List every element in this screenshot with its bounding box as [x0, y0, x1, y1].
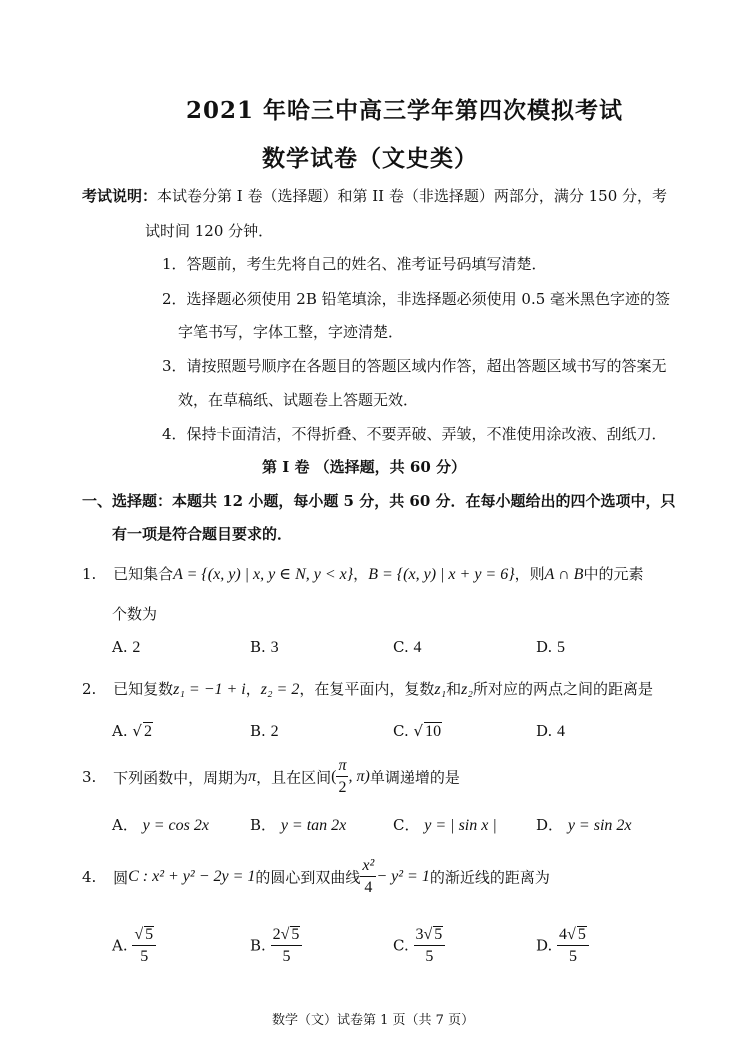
intersection: A ∩ B [544, 566, 584, 583]
question-4-stem: 4. 圆C : x² + y² − 2y = 1的圆心到双曲线 $\frac{\text{x²}}{4}$ − y² = 1的渐近线的距离为 [82, 857, 550, 896]
question-3-stem: 3. 下列函数中，周期为π，且在区间( $\frac{\pi}{2}$ , π)单调递增的是 [82, 757, 460, 796]
question-number: 2. [82, 680, 97, 698]
instruction-item-2: 2．选择题必须使用 2B 铅笔填涂，非选择题必须使用 0.5 毫米黑色字迹的签 [162, 290, 671, 308]
section-instruction-line2: 有一项是符合题目要求的． [112, 525, 293, 543]
q1-option-b: B. 3 [250, 638, 279, 656]
hyperbola-fraction: $\frac{\text{x²}}{4}$ [362, 857, 375, 896]
q4-option-b: B. $\frac{2√ 5}{5}$ [250, 926, 302, 965]
question-1-stem-cont: 个数为 [112, 605, 158, 623]
instructions-intro-line1: 考试说明：本试卷分第 I 卷（选择题）和第 II 卷（非选择题）两部分，满分 150 分，考 [82, 187, 668, 205]
instructions-intro-line2: 试时间 120 分钟． [145, 222, 274, 240]
instruction-item-3: 3．请按照题号顺序在各题目的答题区域内作答，超出答题区域书写的答案无 [162, 357, 667, 375]
set-b: B = {(x, y) | x + y = 6} [368, 566, 515, 583]
q2-option-d: D. 4 [536, 722, 566, 740]
instruction-item-1: 1．答题前，考生先将自己的姓名、准考证号码填写清楚． [162, 255, 547, 273]
question-2-stem: 2. 已知复数z₁ = −1 + i，z₂ = 2，在复平面内，复数z₁和z₂所对应的两点之间的距离是 [82, 680, 653, 698]
q2-option-b: B. 2 [250, 722, 279, 740]
section-instruction-line1: 一、选择题：本题共 12 小题，每小题 5 分，共 60 分．在每小题给出的四个选项中，只 [82, 492, 676, 510]
q2-option-a: A. √ 2 [112, 722, 152, 740]
q4-option-d: D. $\frac{4√ 5}{5}$ [536, 926, 589, 965]
exam-subtitle: 数学试卷（文史类） [262, 145, 478, 172]
q1-option-c: C. 4 [393, 638, 422, 656]
q3-option-b: B． y = tan 2x [250, 816, 347, 834]
q4-option-a: A. $\frac{√ 5}{5}$ [112, 926, 156, 965]
q3-option-c: C． y = | sin x | [393, 816, 497, 834]
instructions-label: 考试说明： [82, 187, 158, 205]
instruction-item-2-cont: 字笔书写，字体工整，字迹清楚． [178, 323, 404, 341]
circle-equation: C : x² + y² − 2y = 1 [128, 868, 256, 885]
set-a: A = {(x, y) | x, y ∈ N, y < x} [173, 566, 354, 583]
q3-option-a: A． y = cos 2x [112, 816, 209, 834]
z2-def: z₂ = 2 [260, 681, 300, 698]
page-footer: 数学（文）试卷第 1 页（共 7 页） [272, 1013, 475, 1028]
instruction-item-4: 4．保持卡面清洁，不得折叠、不要弄破、弄皱，不准使用涂改液、刮纸刀． [162, 425, 667, 443]
q3-option-d: D． y = sin 2x [536, 816, 632, 834]
interval-fraction: $\frac{\pi}{2}$ [338, 757, 347, 796]
question-number: 1. [82, 565, 97, 583]
q1-option-a: A. 2 [112, 638, 141, 656]
q4-option-c: C. $\frac{3√ 5}{5}$ [393, 926, 445, 965]
z1-def: z₁ = −1 + i [173, 681, 246, 698]
question-1-stem: 1. 已知集合A = {(x, y) | x, y ∈ N, y < x}，B = {(x, y) | x + y = 6}，则A ∩ B中的元素 [82, 565, 644, 583]
question-number: 4. [82, 868, 97, 886]
part1-heading: 第 I 卷 （选择题，共 60 分） [262, 458, 467, 476]
question-number: 3. [82, 768, 97, 786]
exam-title: 2021 年哈三中高三学年第四次模拟考试 [186, 97, 624, 124]
q1-option-d: D. 5 [536, 638, 566, 656]
instruction-item-3-cont: 效，在草稿纸、试题卷上答题无效． [178, 391, 419, 409]
q2-option-c: C. √ 10 [393, 722, 442, 740]
